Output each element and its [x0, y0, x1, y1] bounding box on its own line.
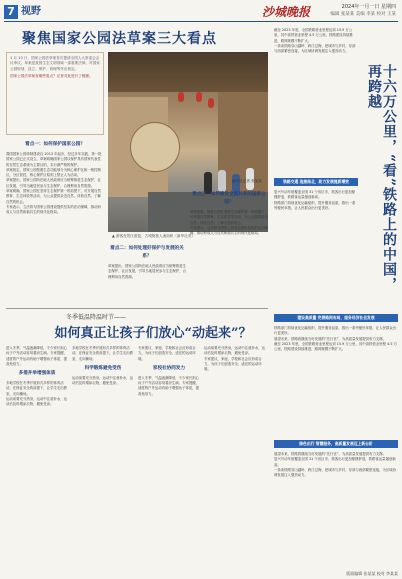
- round-sign: [130, 122, 180, 172]
- story1-paragraph: 我国国家公园体制建设自 2013 年起步，经过多年实践，第一批国家公园已正式设立。草案明确国家公园以保护具有国家代表性的自然生态系统为主要目的，实行最严格的保护。: [6, 152, 102, 167]
- story3-intro: [274, 28, 358, 168]
- story3-paragraph: 铁路部门持续优化运输组织，提升服务品质，推出一系列便民举措，让人民群众出行更美好。: [274, 326, 397, 336]
- page-header: [4, 4, 398, 22]
- story1-lead-red: 国家公园法草案有哪些看点？记者对此进行了梳理。: [10, 74, 93, 79]
- story3-section-bar-3: 绿色出行 智慧服务，高质量发展迈上新台阶: [274, 440, 398, 448]
- story3-paragraph: 复兴号动车组覆盖全国 31 个省区市，旅客出行更加便捷舒适，铁路客运量屡创新高。: [274, 190, 356, 200]
- lantern-icon: [178, 92, 184, 102]
- story1-lead: 1 月 10 日，国家公园法草案首次提请全国人大常委会会议审议。草案是我国生态文明领域一部重要法律，对国家公园规划、设立、保护、管理等作出规定。: [10, 56, 100, 71]
- photo-roof: [108, 52, 268, 92]
- story3-section-bar-1: 铁路交通 连接南北，助力发展提质增效: [274, 178, 358, 186]
- story1-paragraph: 草案规定，国家公园按照生态功能划分为核心保护区和一般控制区，分区管控，核心保护区原则上禁止人为活动。: [6, 167, 101, 178]
- page-number: 7: [4, 5, 18, 19]
- story3-paragraph: 复兴号动车组覆盖全国 31 个省区市，旅客出行更加便捷舒适，铁路客运量屡创新高。: [274, 457, 396, 467]
- story1-col1: [6, 138, 104, 306]
- story2-paragraph: 进入冬季，气温逐渐降低，不少家长担心孩子户外活动容易着凉生病。专家提醒，适度的户外运动有助于增强孩子体质，提高免疫力。: [6, 346, 68, 366]
- story3-col2: [274, 190, 358, 310]
- story3-headline: 十六万公里，“看”铁路上的中国，再跨越: [366, 64, 397, 293]
- story3-paragraph: 截至 2023 年底，全国铁路营业里程达到 15.9 万公里，其中高铁营业里程 4.5 万公里。铁路建设持续推进，路网规模不断扩大。: [274, 28, 353, 43]
- story2-col4: [204, 346, 268, 566]
- story1-paragraph: 草案提出，国家公园所在地人民政府应当统筹推进生态保护、社区发展，引导当地居民参与生态保护，合理利用自然资源。: [108, 264, 186, 279]
- story2-paragraph: 运动前要充分热身，运动中注意补水，运动后及时增添衣物，避免受凉。: [6, 397, 68, 407]
- story2-subhead-1: 多措并举增强体质: [18, 371, 56, 377]
- story3-paragraph: 展望未来，铁路将继续当好发展的“先行官”，为高质量发展提供有力支撑。: [274, 452, 387, 456]
- story3-paragraph: 一条条铁路穿山越岭、跨江过海，把城市与乡村、东部与西部紧密连接，为区域协调发展注入强劲动力。: [274, 43, 356, 54]
- story1-col3: [190, 188, 268, 306]
- story2-kicker: 冬季低温降温时节——: [66, 314, 127, 321]
- reporter-credit: 新华社记者 张某某: [232, 179, 262, 183]
- story2-paragraph: 多地学校在冬季开展形式多样的体育活动，在保证安全的前提下，让学生走出教室、走向操场。: [72, 346, 134, 361]
- story1-lead-box: [6, 52, 104, 135]
- story2-paragraph: 进入冬季，气温逐渐降低，不少家长担心孩子户外活动容易着凉生病。专家提醒，适度的户外运动有助于增强孩子体质，提高免疫力。: [138, 375, 200, 396]
- story3-paragraph: 截至 2023 年底，全国铁路营业里程达到 15.9 万公里，其中高铁营业里程 4.5 万公里。铁路建设持续推进，路网规模不断扩大。: [274, 341, 397, 352]
- story2-paragraph: 专家建议，家庭、学校和社会应形成合力，为孩子们创造安全、适宜的运动环境。: [138, 346, 196, 361]
- lantern-icon: [208, 98, 214, 108]
- story2-subhead-3: 家校社协同发力: [152, 365, 186, 371]
- story2-paragraph: 专家建议，家庭、学校和社会应形成合力，为孩子们创造安全、适宜的运动环境。: [204, 356, 262, 372]
- story1-subhead-2: 看点二：如何处理好保护与发展的关系？: [110, 246, 184, 259]
- story3-paragraph: 铁路部门持续优化运输组织，提升服务品质，推出一系列便民举措，让人民群众出行更美好。: [274, 200, 356, 210]
- story3-paragraph: 展望未来，铁路将继续当好发展的“先行官”，为高质量发展提供有力支撑。: [274, 336, 387, 341]
- story1-paragraph: 草案明确，国家公园在坚持生态保护第一的前提下，可开展自然教育、生态体验等活动，为公众提供亲近自然、体验自然、了解自然的机会。: [6, 189, 101, 204]
- story1-subhead-1: 看点一：如何保护国家公园？: [25, 142, 85, 147]
- story2-col1: [6, 346, 68, 566]
- story1-paragraph: 专家表示，立法将为国家公园建设提供坚实的法治保障，推动形成人与自然和谐共生的现代化格局。: [190, 225, 268, 236]
- story2-paragraph: 运动前要充分热身，运动中注意补水，运动后及时增添衣物，避免受凉。: [72, 375, 134, 386]
- story1-paragraph: 草案明确，国家公园在坚持生态保护第一的前提下，可开展自然教育、生态体验等活动，为公众提供亲近自然、体验自然、了解自然的机会。: [190, 210, 268, 225]
- story2-paragraph: 多地学校在冬季开展形式多样的体育活动，在保证安全的前提下，让学生走出教室、走向操场。: [6, 381, 68, 396]
- story1-headline: 聚焦国家公园法草案三大看点: [22, 31, 217, 47]
- story2-col3: [138, 346, 200, 566]
- story3-paragraph: 一条条铁路穿山越岭、跨江过海，把城市与乡村、东部与西部紧密连接，为区域协调发展注入强劲动力。: [274, 467, 397, 478]
- story3-col4: [274, 452, 398, 564]
- photo-caption: ▲ 游客在景区游览，古城街巷人流如织（新华社发）: [112, 234, 195, 238]
- date-line: 2024年一月一日 星期四: [341, 4, 396, 10]
- story1-subhead-3: 看点三：如何建设全民共享的国家公园？: [192, 192, 266, 205]
- page-footer: 版面编辑 张某某 校对 李某某: [346, 571, 398, 576]
- editor-line: 编辑 张某某 美编 李某 校对 王某: [330, 12, 396, 17]
- story3-section-bar-2: 建设高质量 完善路网布局，服务经济社会发展: [274, 314, 398, 322]
- story1-paragraph: 专家表示，立法将为国家公园建设提供坚实的法治保障，推动形成人与自然和谐共生的现代化格局。: [6, 204, 101, 215]
- story2-headline: 如何真正让孩子们放心“动起来”？: [54, 326, 252, 341]
- story2-col2: [72, 346, 134, 566]
- story-divider: [6, 308, 268, 309]
- lantern-icon: [196, 92, 202, 102]
- story2-subhead-2: 科学锻炼避免受伤: [84, 365, 122, 371]
- story2-paragraph: 运动前要充分热身，运动中注意补水，运动后及时增添衣物，避免受凉。: [204, 346, 266, 356]
- story1-paragraph: 草案提出，国家公园所在地人民政府应当统筹推进生态保护、社区发展，引导当地居民参与生态保护，合理利用自然资源。: [6, 178, 101, 188]
- story3-col3: [274, 326, 398, 436]
- section-name: 视野: [21, 6, 41, 17]
- newspaper-logo: 沙城晚报: [262, 5, 311, 19]
- story1-col2: [108, 242, 186, 306]
